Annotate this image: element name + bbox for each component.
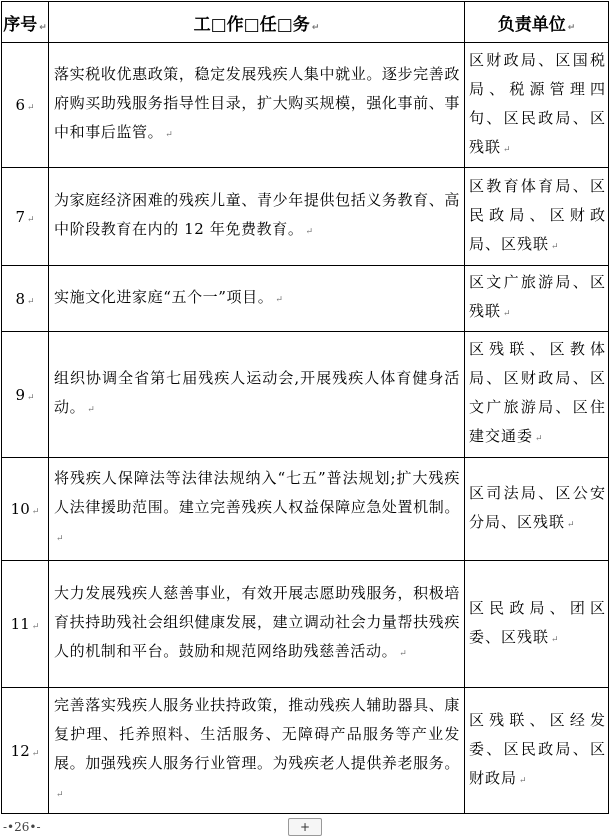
paragraph-mark: ↵ <box>503 144 512 155</box>
row-number: 10 <box>10 500 30 518</box>
paragraph-mark: ↵ <box>31 622 40 632</box>
paragraph-mark: ↵ <box>535 434 544 444</box>
header-cell-task <box>49 2 465 43</box>
row-number-cell <box>2 332 49 458</box>
paragraph-mark: ↵ <box>311 22 320 33</box>
row-number: 7 <box>15 207 25 226</box>
dept-text: 区教育体育局、区民政局、区财政局、区残联 <box>469 176 606 253</box>
task-cell <box>49 688 465 814</box>
dept-text: 区残联、区经发委、区民政局、区财政局 <box>469 710 606 787</box>
paragraph-mark: ↵ <box>519 775 528 786</box>
paragraph-mark: ↵ <box>567 22 576 33</box>
task-cell <box>49 43 465 168</box>
task-cell <box>49 332 465 458</box>
row-number: 6 <box>15 96 25 114</box>
row-number-cell <box>2 561 49 688</box>
row-number-cell <box>2 168 49 266</box>
table-header-row <box>2 2 609 43</box>
table-row <box>2 43 609 168</box>
task-text: 为家庭经济困难的残疾儿童、青少年提供包括义务教育、高中阶段教育在内的 12 年免费教育。 <box>54 191 460 238</box>
dept-text: 区司法局、区公安分局、区残联 <box>469 483 606 531</box>
page-number: -•26•- <box>3 820 41 834</box>
task-text: 落实税收优惠政策，稳定发展残疾人集中就业。逐步完善政府购买助残服务指导性目录，扩大购买规模，强化事前、事中和事后监管。 <box>54 65 460 141</box>
task-cell <box>49 561 465 688</box>
header-cell-no <box>2 2 49 43</box>
table-row <box>2 561 609 688</box>
dept-text: 区文广旅游局、区残联 <box>469 273 606 320</box>
header-dept-label: 负责单位 <box>497 14 566 35</box>
header-cell-dept <box>465 2 609 43</box>
paragraph-mark: ↵ <box>165 130 174 140</box>
paragraph-mark: ↵ <box>31 748 40 759</box>
task-text: 组织协调全省第七届残疾人运动会,开展残疾人体育健身活动。 <box>54 369 460 416</box>
header-no-label: 序号 <box>3 14 38 35</box>
row-number-cell <box>2 266 49 332</box>
dept-cell <box>465 332 609 458</box>
paragraph-mark: ↵ <box>275 294 284 305</box>
row-number: 11 <box>10 615 30 633</box>
task-text: 将残疾人保障法等法律法规纳入“七五”普法规划;扩大残疾人法律援助范围。建立完善残疾人权益保障应急处置机制。 <box>54 469 460 516</box>
paragraph-mark: ↵ <box>27 103 35 113</box>
dept-cell <box>465 43 609 168</box>
paragraph-mark: ↵ <box>27 392 35 403</box>
table-row <box>2 458 609 561</box>
paragraph-mark: ↵ <box>56 790 65 800</box>
task-cell <box>49 458 465 561</box>
paragraph-mark: ↵ <box>551 634 560 645</box>
table-move-handle[interactable]: + <box>288 818 322 836</box>
row-number-cell <box>2 458 49 561</box>
table-row <box>2 688 609 814</box>
row-number: 12 <box>10 741 30 760</box>
dept-cell <box>465 458 609 561</box>
dept-cell <box>465 561 609 688</box>
paragraph-mark: ↵ <box>27 296 35 307</box>
paragraph-mark: ↵ <box>503 309 512 319</box>
dept-text: 区财政局、区国税局、税源管理四句、区民政局、区残联 <box>469 50 606 156</box>
paragraph-mark: ↵ <box>551 241 560 252</box>
table-row <box>2 168 609 266</box>
row-number: 9 <box>15 385 25 404</box>
task-text: 大力发展残疾人慈善事业，有效开展志愿助残服务，积极培育扶持助残社会组织健康发展，建立调动社会力量帮扶残疾人的机制和平台。鼓励和规范网络助残慈善活动。 <box>54 584 460 660</box>
paragraph-mark: ↵ <box>399 649 408 659</box>
dept-text: 区残联、区教体局、区财政局、区文广旅游局、区住建交通委 <box>469 340 606 445</box>
paragraph-mark: ↵ <box>31 507 40 517</box>
task-cell <box>49 266 465 332</box>
row-number-cell <box>2 43 49 168</box>
dept-text: 区民政局、团区委、区残联 <box>469 598 606 646</box>
paragraph-mark: ↵ <box>567 519 576 530</box>
table-row <box>2 266 609 332</box>
dept-cell <box>465 266 609 332</box>
task-table <box>1 1 609 814</box>
paragraph-mark: ↵ <box>56 534 65 544</box>
task-cell <box>49 168 465 266</box>
row-number-cell <box>2 688 49 814</box>
task-text: 完善落实残疾人服务业扶持政策，推动残疾人辅助器具、康复护理、托养照料、生活服务、无障碍产品服务等产业发展。加强残疾人服务行业管理。为残疾老人提供养老服务。 <box>54 696 460 772</box>
dept-cell <box>465 168 609 266</box>
task-text: 实施文化进家庭“五个一”项目。 <box>54 287 274 306</box>
paragraph-mark: ↵ <box>39 22 47 33</box>
paragraph-mark: ↵ <box>87 405 96 415</box>
row-number: 8 <box>15 289 25 308</box>
header-task-label: 工□作□任□务 <box>193 14 310 35</box>
dept-cell <box>465 688 609 814</box>
paragraph-mark: ↵ <box>305 227 314 237</box>
table-row <box>2 332 609 458</box>
paragraph-mark: ↵ <box>27 214 35 225</box>
